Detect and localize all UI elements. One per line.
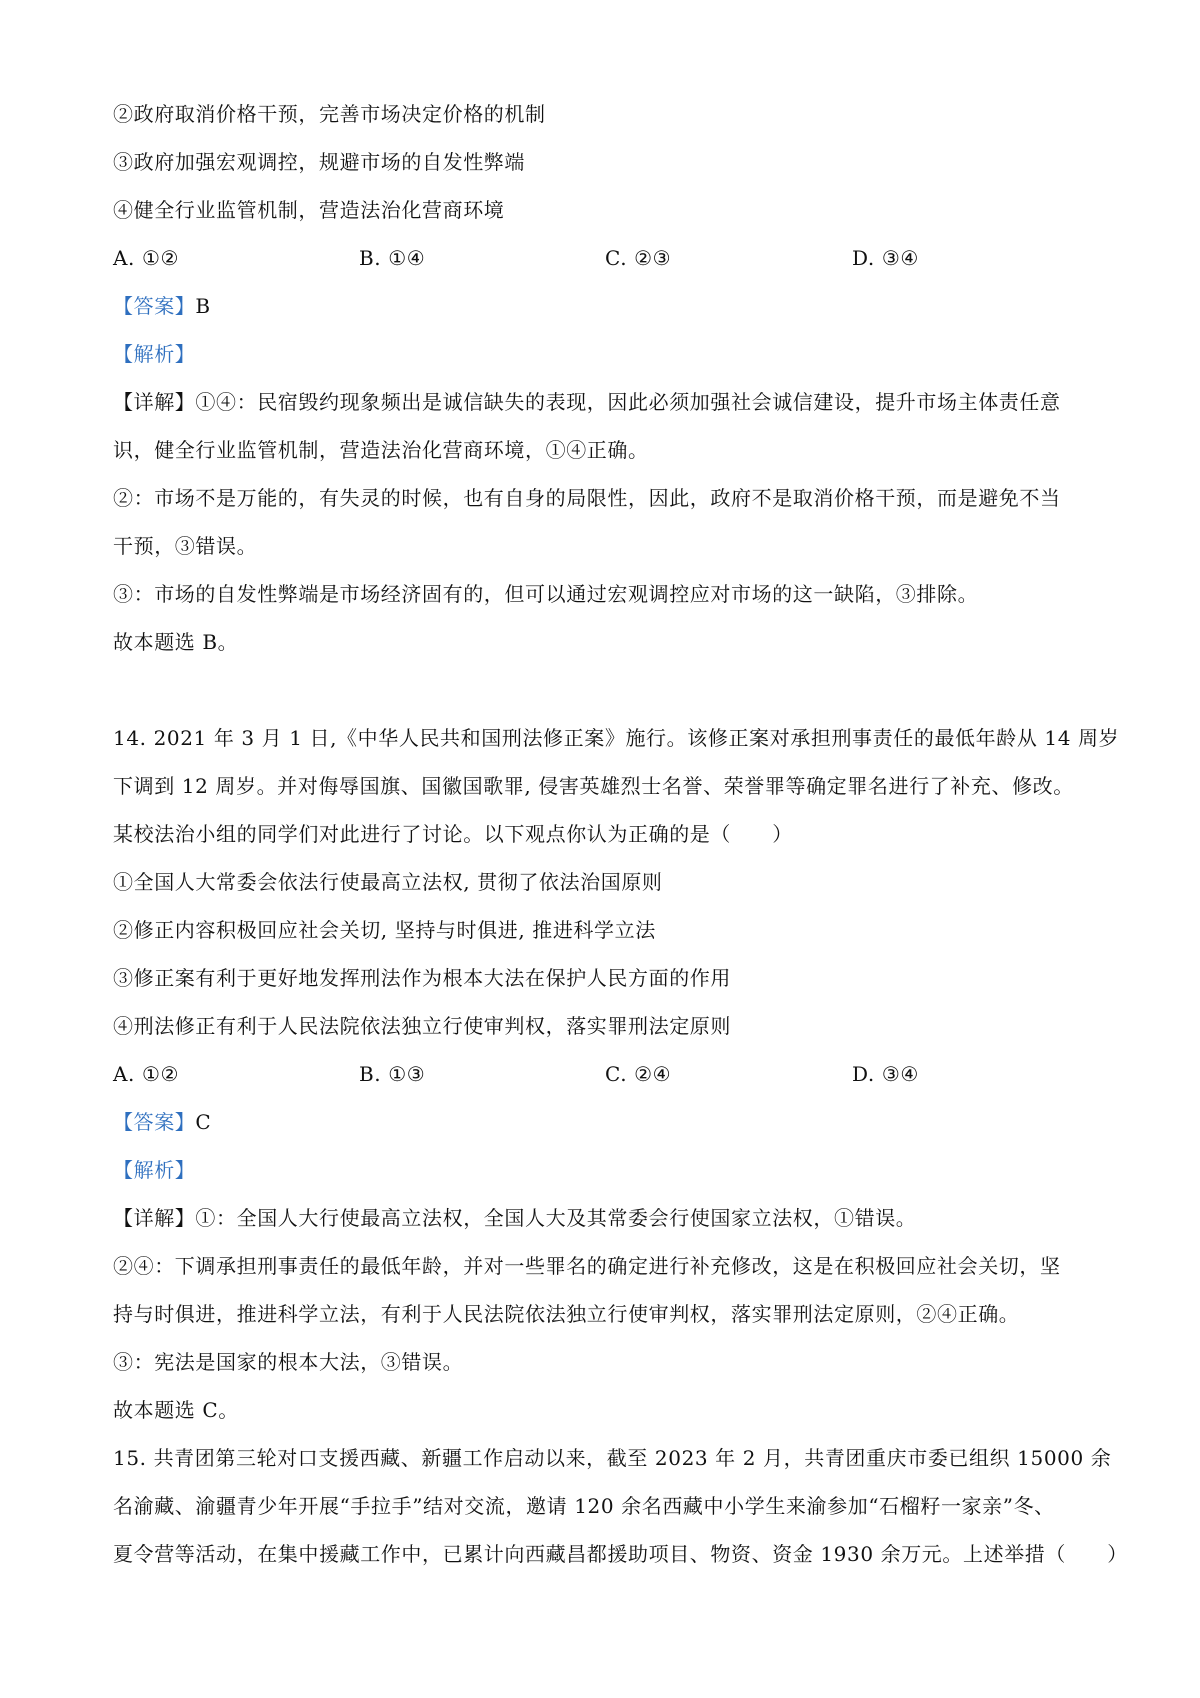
detail-line: ③：市场的自发性弊端是市场经济固有的，但可以通过宏观调控应对市场的这一缺陷，③排除。 [113,582,979,606]
detail-line [113,388,1103,416]
detail-line: 故本题选 C。 [113,1398,239,1422]
answer-value: B [195,294,211,318]
answer-tag: 【答案】 [113,1110,196,1134]
option-d: D. ③④ [852,1062,919,1086]
detail-line: 持与时俱进，推进科学立法，有利于人民法院依法独立行使审判权，落实罪刑法定原则，②④正确。 [113,1302,1020,1326]
answer-tag: 【答案】 [113,294,196,318]
detail-line: ②：市场不是万能的，有失灵的时候，也有自身的局限性，因此，政府不是取消价格干预，而是避免不当 [113,486,1061,510]
statement: ③政府加强宏观调控，规避市场的自发性弊端 [113,150,525,174]
analysis-tag: 【解析】 [113,342,196,366]
analysis-tag: 【解析】 [113,1158,196,1182]
detail-tag: 【详解】 [113,1206,196,1230]
option-a: A. ①② [113,246,180,270]
option-d: D. ③④ [852,246,919,270]
option-c: C. ②③ [605,246,672,270]
detail-line: ②④：下调承担刑事责任的最低年龄，并对一些罪名的确定进行补充修改，这是在积极回应社会关切，坚 [113,1254,1061,1278]
option-b: B. ①③ [359,1062,426,1086]
detail-line: 识，健全行业监管机制，营造法治化营商环境，①④正确。 [113,438,649,462]
detail-line: ③：宪法是国家的根本大法，③错误。 [113,1350,464,1374]
answer-value: C [195,1110,212,1134]
detail-line: 故本题选 B。 [113,630,239,654]
option-b: B. ①④ [359,246,426,270]
statement: ④健全行业监管机制，营造法治化营商环境 [113,198,505,222]
answer-line [113,292,1103,320]
option-c: C. ②④ [605,1062,672,1086]
question-stem: 夏令营等活动，在集中援藏工作中，已累计向西藏昌都援助项目、物资、资金 1930 余万元。上述举措（ ） [113,1542,1128,1566]
statement: ④刑法修正有利于人民法院依法独立行使审判权，落实罪刑法定原则 [113,1014,731,1038]
question-stem: 下调到 12 周岁。并对侮辱国旗、国徽国歌罪, 侵害英雄烈士名誉、荣誉罪等确定罪名进行了补充、修改。 [113,774,1074,798]
statement: ②政府取消价格干预，完善市场决定价格的机制 [113,102,546,126]
statement: ①全国人大常委会依法行使最高立法权, 贯彻了依法治国原则 [113,870,663,894]
statement: ③修正案有利于更好地发挥刑法作为根本大法在保护人民方面的作用 [113,966,731,990]
question-stem: 14. 2021 年 3 月 1 日,《中华人民共和国刑法修正案》施行。该修正案对承担刑事责任的最低年龄从 14 周岁 [113,726,1120,750]
detail-text: ①：全国人大行使最高立法权，全国人大及其常委会行使国家立法权，①错误。 [195,1206,917,1230]
detail-tag: 【详解】 [113,390,196,414]
answer-line [113,1108,1103,1136]
question-stem: 某校法治小组的同学们对此进行了讨论。以下观点你认为正确的是（ ） [113,822,793,846]
detail-text: ①④：民宿毁约现象频出是诚信缺失的表现，因此必须加强社会诚信建设，提升市场主体责任意 [195,390,1061,414]
option-a: A. ①② [113,1062,180,1086]
detail-line: 干预，③错误。 [113,534,258,558]
question-stem: 15. 共青团第三轮对口支援西藏、新疆工作启动以来，截至 2023 年 2 月，共青团重庆市委已组织 15000 余 [113,1446,1112,1470]
statement: ②修正内容积极回应社会关切, 坚持与时俱进, 推进科学立法 [113,918,656,942]
detail-line [113,1204,1103,1232]
question-stem: 名渝藏、渝疆青少年开展“手拉手”结对交流，邀请 120 余名西藏中小学生来渝参加“石榴籽一家亲”冬、 [113,1494,1055,1518]
